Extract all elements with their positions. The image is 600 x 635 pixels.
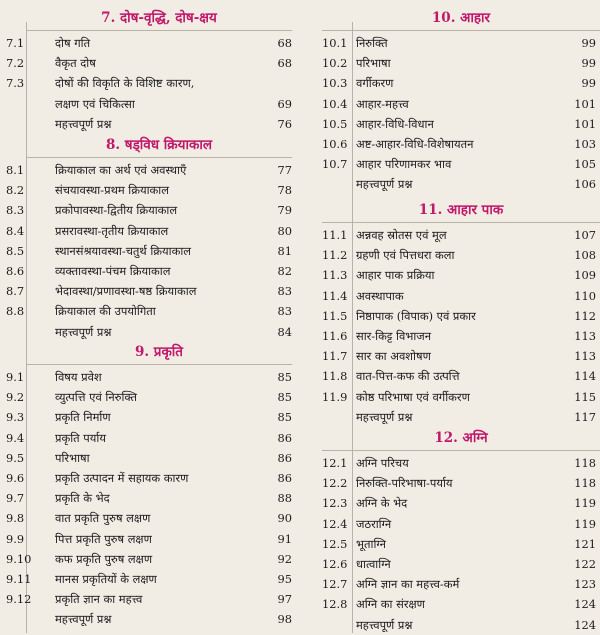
entry-page: 101 [574,116,596,131]
toc-entry[interactable] [318,174,600,194]
entry-number: 8.4 [6,223,25,238]
entry-page: 99 [581,56,596,71]
entry-title: संचयावस्था-प्रथम क्रियाकाल [55,183,169,198]
entry-title: भूताग्नि [356,536,386,551]
entry-title: महत्त्वपूर्ण प्रश्न [55,612,112,627]
toc-entry[interactable] [318,534,600,554]
entry-number: 7.1 [6,36,25,50]
entry-page: 68 [277,36,292,50]
entry-page: 85 [277,370,292,384]
entry-page: 112 [574,308,596,323]
entry-title: वात-पित्त-कफ की उत्पत्ति [356,369,460,384]
toc-entry[interactable] [318,346,600,366]
toc-entry[interactable] [0,367,300,387]
entry-number: 8.8 [6,304,25,319]
entry-page: 109 [574,268,596,283]
entry-number: 9.10 [6,551,32,566]
entry-title: अवस्थापाक [356,288,404,303]
entry-number: 9.8 [6,511,25,526]
toc-entry[interactable] [318,554,600,574]
entry-page: 122 [574,556,596,571]
toc-entry[interactable] [318,286,600,306]
entry-title: दोषों की विकृति के विशिष्ट कारण, [55,76,195,91]
entry-number: 9.3 [6,410,25,425]
entry-page: 110 [574,288,596,303]
entry-title: व्युत्पत्ति एवं निरुक्ति [55,390,138,405]
toc-entry[interactable] [318,53,600,73]
entry-title: स्थानसंश्रयावस्था-चतुर्थ क्रियाकाल [55,243,191,258]
entry-number: 12.3 [322,496,348,511]
entry-number: 12.7 [322,577,348,592]
entry-number: 10.4 [322,96,348,111]
entry-title: निष्ठापाक (विपाक) एवं प्रकार [356,308,476,323]
entry-page: 86 [277,450,292,465]
entry-number: 11.1 [322,228,348,242]
entry-title: कफ प्रकृति पुरुष लक्षण [55,551,153,566]
entry-number: 8.1 [6,163,25,177]
entry-title: निरुक्ति [356,36,388,50]
entry-number: 11.5 [322,308,348,323]
entry-title: प्रसरावस्था-तृतीय क्रियाकाल [55,223,169,238]
entry-page: 86 [277,470,292,485]
toc-entry[interactable] [318,473,600,493]
entry-page: 121 [574,536,596,551]
entry-number: 10.3 [322,76,348,91]
entry-title: वैकृत दोष [55,56,96,71]
entry-title: अग्नि ज्ञान का महत्त्व-कर्म [356,577,460,592]
entry-title: महत्त्वपूर्ण प्रश्न [55,324,112,339]
toc-entry[interactable] [318,514,600,534]
entry-title: वर्गीकरण [356,76,394,91]
toc-entry[interactable] [318,225,600,245]
toc-section-7 [0,6,300,134]
toc-entry[interactable] [0,261,300,281]
entry-page: 79 [277,203,292,218]
entry-title: प्रकोपावस्था-द्वितीय क्रियाकाल [55,203,178,218]
toc-entry[interactable] [318,114,600,134]
toc-entry[interactable] [0,448,300,468]
entry-page: 119 [574,516,596,531]
entry-title: धात्वाग्नि [356,556,391,571]
toc-section-11 [318,198,600,427]
entry-number: 8.7 [6,284,25,299]
toc-section-10 [318,6,600,195]
toc-entry[interactable] [0,241,300,261]
entry-number: 11.4 [322,288,348,303]
entry-number: 11.9 [322,389,348,404]
entry-number: 9.12 [6,592,32,607]
section-title: 12. अग्नि [322,426,600,451]
entry-title: महत्त्वपूर्ण प्रश्न [356,617,413,632]
toc-entry[interactable] [0,221,300,241]
entry-title: क्रियाकाल का अर्थ एवं अवस्थाएँ [55,163,187,177]
entry-number: 9.9 [6,531,25,546]
entry-page: 83 [277,284,292,299]
toc-entry[interactable] [318,265,600,285]
entry-number: 9.11 [6,571,32,586]
toc-section-9 [0,340,300,629]
entry-number: 8.5 [6,243,25,258]
entry-title: परिभाषा [356,56,391,71]
entry-page: 99 [581,36,596,50]
toc-entry[interactable] [318,453,600,473]
entry-title: परिभाषा [55,450,90,465]
entry-number: 12.2 [322,476,348,491]
section-title: 9. प्रकृति [26,340,292,365]
entry-number: 11.2 [322,248,348,263]
entry-number: 12.5 [322,536,348,551]
toc-entry[interactable] [0,322,300,342]
entry-title: निरुक्ति-परिभाषा-पर्याय [356,476,453,491]
entry-page: 85 [277,410,292,425]
entry-title: अन्नवह स्रोतस एवं मूल [356,228,447,242]
entry-title: भेदावस्था/प्रणावस्था-षष्ठ क्रियाकाल [55,284,197,299]
entry-title: महत्त्वपूर्ण प्रश्न [55,116,112,131]
entry-number: 8.3 [6,203,25,218]
toc-entry[interactable] [0,301,300,321]
entry-page: 101 [574,96,596,111]
toc-entry[interactable] [0,94,300,114]
entry-page: 92 [277,551,292,566]
entry-page: 113 [574,328,596,343]
entry-page: 98 [277,612,292,627]
entry-title: प्रकृति निर्माण [55,410,111,425]
toc-entry[interactable] [318,33,600,53]
toc-entry[interactable] [318,574,600,594]
entry-title: आहार-विधि-विधान [356,116,434,131]
entry-page: 103 [574,136,596,151]
entry-page: 86 [277,430,292,445]
entry-page: 95 [277,571,292,586]
toc-entry[interactable] [0,73,300,93]
entry-page: 108 [574,248,596,263]
entry-title: सार का अवशोषण [356,349,431,364]
entry-page: 68 [277,56,292,71]
toc-entry[interactable] [318,245,600,265]
entry-page: 107 [574,228,596,242]
toc-entry[interactable] [318,594,600,614]
entry-title: अग्नि के भेद [356,496,408,511]
entry-number: 12.6 [322,556,348,571]
toc-entry[interactable] [0,200,300,220]
entry-number: 8.6 [6,263,25,278]
entry-number: 7.3 [6,76,25,91]
entry-title: महत्त्वपूर्ण प्रश्न [356,409,413,424]
toc-entry[interactable] [318,387,600,407]
section-title: 11. आहार पाक [322,198,600,223]
entry-page: 82 [277,263,292,278]
entry-title: जठराग्नि [356,516,392,531]
toc-entry[interactable] [318,615,600,635]
entry-title: महत्त्वपूर्ण प्रश्न [356,177,413,192]
entry-title: आहार परिणामकर भाव [356,157,452,172]
entry-title: ग्रहणी एवं पित्तधरा कला [356,248,455,263]
entry-title: लक्षण एवं चिकित्सा [55,96,135,111]
entry-page: 81 [277,243,292,258]
toc-section-8 [0,133,300,342]
entry-title: अग्नि का संरक्षण [356,597,425,612]
entry-title: विषय प्रवेश [55,370,102,384]
entry-page: 114 [574,369,596,384]
entry-number: 11.6 [322,328,348,343]
toc-entry[interactable] [0,488,300,508]
toc-entry[interactable] [318,134,600,154]
toc-entry[interactable] [0,180,300,200]
toc-entry[interactable] [0,569,300,589]
toc-entry[interactable] [0,508,300,528]
entry-number: 11.8 [322,369,348,384]
toc-entry[interactable] [318,306,600,326]
section-title: 8. षड्विध क्रियाकाल [26,133,292,158]
entry-title: पित्त प्रकृति पुरुष लक्षण [55,531,152,546]
entry-page: 88 [277,491,292,506]
entry-page: 115 [574,389,596,404]
entry-page: 118 [574,456,596,470]
entry-title: दोष गति [55,36,91,50]
entry-number: 7.2 [6,56,25,71]
entry-page: 118 [574,476,596,491]
entry-title: प्रकृति के भेद [55,491,110,506]
section-title: 7. दोष-वृद्धि, दोष-क्षय [26,6,292,31]
entry-title: आहार-महत्त्व [356,96,409,111]
toc-entry[interactable] [0,549,300,569]
toc-entry[interactable] [318,94,600,114]
entry-page: 91 [277,531,292,546]
entry-page: 124 [574,597,596,612]
toc-entry[interactable] [0,609,300,629]
entry-title: प्रकृति ज्ञान का महत्त्व [55,592,143,607]
entry-number: 11.3 [322,268,348,283]
entry-page: 80 [277,223,292,238]
entry-number: 10.7 [322,157,348,172]
section-title: 10. आहार [322,6,600,31]
toc-entry[interactable] [318,326,600,346]
entry-page: 76 [277,116,292,131]
entry-page: 113 [574,349,596,364]
entry-page: 123 [574,577,596,592]
toc-entry[interactable] [0,529,300,549]
entry-title: क्रियाकाल की उपयोगिता [55,304,156,319]
toc-entry[interactable] [0,114,300,134]
toc-entry[interactable] [318,366,600,386]
entry-number: 10.1 [322,36,348,50]
entry-page: 90 [277,511,292,526]
toc-entry[interactable] [0,53,300,73]
entry-title: प्रकृति उत्पादन में सहायक कारण [55,470,189,485]
entry-page: 83 [277,304,292,319]
entry-number: 12.8 [322,597,348,612]
toc-entry[interactable] [0,33,300,53]
toc-entry[interactable] [0,468,300,488]
entry-number: 10.2 [322,56,348,71]
entry-number: 9.2 [6,390,25,405]
toc-entry[interactable] [318,407,600,427]
toc-entry[interactable] [0,428,300,448]
entry-page: 78 [277,183,292,198]
toc-entry[interactable] [0,589,300,609]
entry-page: 99 [581,76,596,91]
entry-number: 9.6 [6,470,25,485]
entry-title: व्यक्तावस्था-पंचम क्रियाकाल [55,263,171,278]
entry-title: प्रकृति पर्याय [55,430,106,445]
entry-page: 106 [574,177,596,192]
entry-page: 97 [277,592,292,607]
entry-number: 12.4 [322,516,348,531]
entry-page: 85 [277,390,292,405]
entry-number: 9.5 [6,450,25,465]
entry-number: 9.4 [6,430,25,445]
toc-section-12 [318,426,600,635]
entry-title: आहार पाक प्रक्रिया [356,268,435,283]
entry-number: 10.5 [322,116,348,131]
entry-title: सार-किट्ट विभाजन [356,328,432,343]
toc-entry[interactable] [318,73,600,93]
entry-number: 10.6 [322,136,348,151]
entry-title: कोष्ठ परिभाषा एवं वर्गीकरण [356,389,470,404]
toc-entry[interactable] [0,407,300,427]
toc-entry[interactable] [0,387,300,407]
entry-number: 12.1 [322,456,348,470]
entry-number: 9.7 [6,491,25,506]
entry-number: 8.2 [6,183,25,198]
entry-title: अग्नि परिचय [356,456,409,470]
entry-page: 77 [277,163,292,177]
entry-page: 105 [574,157,596,172]
toc-entry[interactable] [0,281,300,301]
entry-page: 124 [574,617,596,632]
entry-title: अष्ट-आहार-विधि-विशेषायतन [356,136,474,151]
entry-page: 69 [277,96,292,111]
entry-number: 11.7 [322,349,348,364]
toc-entry[interactable] [0,160,300,180]
toc-entry[interactable] [318,154,600,174]
entry-page: 119 [574,496,596,511]
toc-entry[interactable] [318,493,600,513]
entry-page: 84 [277,324,292,339]
entry-title: मानस प्रकृतियों के लक्षण [55,571,157,586]
entry-number: 9.1 [6,370,25,384]
entry-page: 117 [574,409,596,424]
entry-title: वात प्रकृति पुरुष लक्षण [55,511,151,526]
